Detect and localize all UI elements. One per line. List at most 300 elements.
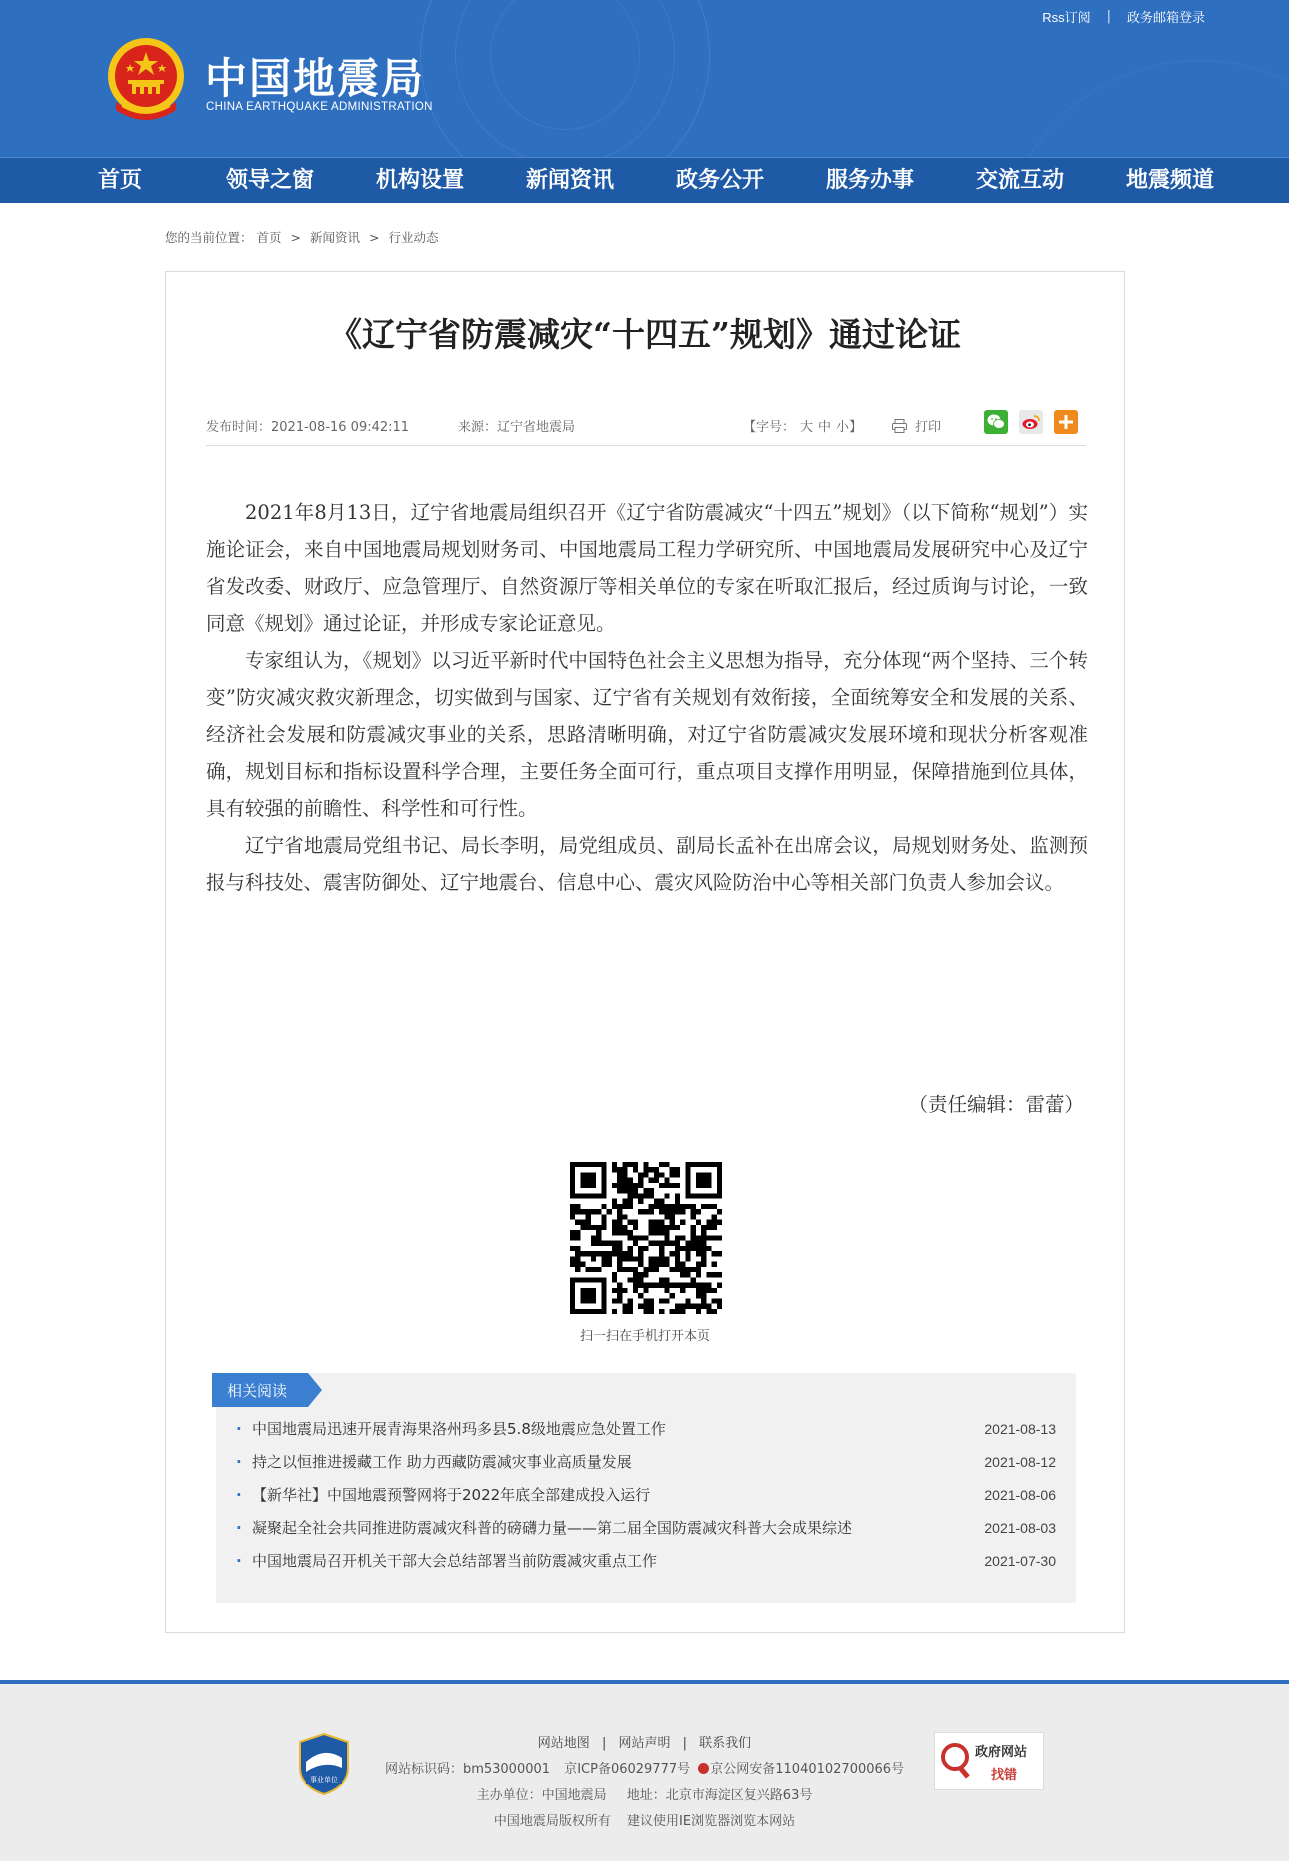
qr-module: [617, 1214, 622, 1219]
qr-module: [675, 1283, 680, 1288]
related-heading: 相关阅读: [227, 1382, 288, 1400]
qr-module: [706, 1288, 711, 1293]
decorative-ring: [1000, 60, 1289, 157]
print-label: 打印: [915, 420, 942, 435]
error-report-line2: 找错: [991, 1768, 1018, 1783]
related-item[interactable]: [236, 1413, 1056, 1446]
qr-module: [712, 1251, 717, 1256]
qr-module: [670, 1267, 675, 1272]
qr-module: [638, 1178, 643, 1183]
qr-module: [643, 1235, 648, 1240]
qr-module: [654, 1220, 659, 1225]
qr-module: [570, 1256, 575, 1261]
qr-module: [622, 1214, 627, 1219]
qr-module: [712, 1204, 717, 1209]
qr-module: [664, 1225, 669, 1230]
qr-module: [643, 1298, 648, 1303]
footer-links: [0, 1732, 1289, 1751]
qr-module: [664, 1277, 669, 1282]
qr-module: [643, 1246, 648, 1251]
qr-module: [664, 1230, 669, 1235]
qr-module: [685, 1298, 690, 1303]
publish-time: 发布时间：2021-08-16 09:42:11: [206, 420, 410, 435]
qr-module: [659, 1309, 664, 1314]
qr-module: [712, 1235, 717, 1240]
qr-module: [586, 1220, 591, 1225]
qr-module: [696, 1241, 701, 1246]
footer-link-sitemap[interactable]: 网站地图: [537, 1736, 590, 1751]
qr-module: [675, 1304, 680, 1309]
qr-module: [612, 1167, 617, 1172]
qr-module: [622, 1162, 627, 1167]
font-size-medium[interactable]: 中: [818, 420, 832, 435]
qr-module: [622, 1167, 627, 1172]
nav-item-home[interactable]: 首页: [97, 168, 142, 193]
qr-module: [628, 1204, 633, 1209]
qr-module: [622, 1230, 627, 1235]
qr-module: [685, 1251, 690, 1256]
qr-module: [685, 1283, 690, 1288]
qr-module: [628, 1309, 633, 1314]
qr-module: [649, 1304, 654, 1309]
qr-module: [612, 1225, 617, 1230]
qr-module: [680, 1304, 685, 1309]
related-item[interactable]: [236, 1512, 1056, 1545]
qr-module: [706, 1246, 711, 1251]
qr-module: [570, 1230, 575, 1235]
qr-module: [664, 1214, 669, 1219]
qr-module: [649, 1220, 654, 1225]
qr-module: [570, 1235, 575, 1240]
qr-module: [580, 1251, 585, 1256]
qr-module: [601, 1214, 606, 1219]
nav-item-earthquake-channel[interactable]: 地震频道: [1125, 168, 1214, 193]
qr-module: [601, 1262, 606, 1267]
related-reading: [216, 1373, 1076, 1603]
qr-module: [580, 1220, 585, 1225]
qr-module: [570, 1214, 575, 1219]
breadcrumb-industry[interactable]: 行业动态: [388, 230, 439, 245]
qr-module: [638, 1235, 643, 1240]
qr-module: [617, 1293, 622, 1298]
qr-module: [638, 1199, 643, 1204]
qr-module: [670, 1172, 675, 1177]
police-badge-icon: [698, 1763, 709, 1774]
qr-module: [628, 1256, 633, 1261]
qr-module: [617, 1288, 622, 1293]
qr-module: [601, 1241, 606, 1246]
qr-module: [696, 1209, 701, 1214]
qr-module: [638, 1262, 643, 1267]
site-logo-text[interactable]: 中国地震局: [205, 54, 426, 103]
qr-module: [591, 1235, 596, 1240]
qr-module: [607, 1241, 612, 1246]
qr-module: [654, 1167, 659, 1172]
qr-module: [628, 1199, 633, 1204]
qr-module: [612, 1251, 617, 1256]
qr-module: [680, 1204, 685, 1209]
qr-module: [586, 1267, 591, 1272]
qr-module: [675, 1204, 680, 1209]
qr-module: [633, 1256, 638, 1261]
qr-module: [628, 1230, 633, 1235]
qr-module: [706, 1204, 711, 1209]
qr-module: [717, 1235, 722, 1240]
qr-module: [675, 1193, 680, 1198]
top-links: [1042, 7, 1205, 26]
qr-module: [696, 1288, 701, 1293]
qr-module: [717, 1251, 722, 1256]
qr-module: [633, 1277, 638, 1282]
national-emblem-icon[interactable]: [104, 36, 188, 124]
qr-module: [670, 1283, 675, 1288]
qr-module: [633, 1235, 638, 1240]
qr-module: [675, 1267, 680, 1272]
article-meta: [206, 416, 1086, 446]
breadcrumb-news[interactable]: 新闻资讯: [309, 230, 360, 245]
police-record[interactable]: 京公网安备11040102700066号: [710, 1762, 905, 1777]
qr-module: [591, 1209, 596, 1214]
qr-module: [649, 1309, 654, 1314]
qr-module: [712, 1262, 717, 1267]
qr-module: [701, 1288, 706, 1293]
qr-module: [696, 1246, 701, 1251]
qr-module: [691, 1283, 696, 1288]
qr-module: [706, 1220, 711, 1225]
qr-module: [675, 1262, 680, 1267]
browser-tip: 建议使用IE浏览器浏览本网站: [627, 1814, 796, 1829]
qr-module: [617, 1167, 622, 1172]
top-links-separator: |: [1106, 9, 1111, 24]
qr-module: [685, 1304, 690, 1309]
qr-module: [649, 1262, 654, 1267]
qr-module: [591, 1267, 596, 1272]
qr-module: [664, 1288, 669, 1293]
wechat-share-icon[interactable]: [984, 410, 1008, 434]
related-item[interactable]: [236, 1446, 1056, 1479]
qr-module: [570, 1209, 575, 1214]
qr-module: [601, 1220, 606, 1225]
qr-module: [601, 1256, 606, 1261]
qr-module: [628, 1178, 633, 1183]
qr-module: [654, 1241, 659, 1246]
qr-module: [696, 1251, 701, 1256]
qr-module: [607, 1251, 612, 1256]
qr-module: [643, 1272, 648, 1277]
qr-module: [670, 1220, 675, 1225]
qr-module: [586, 1251, 591, 1256]
error-report-icon: [941, 1741, 971, 1781]
qr-module: [586, 1214, 591, 1219]
article-title: 《辽宁省防震减灾“十四五”规划》通过论证: [329, 315, 961, 354]
related-item-title[interactable]: 中国地震局召开机关干部大会总结部署当前防震减灾重点工作: [252, 1552, 658, 1570]
qr-module: [638, 1183, 643, 1188]
qr-module: [643, 1288, 648, 1293]
qr-module: [612, 1220, 617, 1225]
qr-module: [701, 1235, 706, 1240]
nav-item-organization[interactable]: 机构设置: [375, 168, 464, 193]
gov-mail-login-link[interactable]: 政务邮箱登录: [1126, 10, 1205, 25]
qr-module: [649, 1178, 654, 1183]
qr-module: [696, 1267, 701, 1272]
qr-module: [617, 1225, 622, 1230]
qr-module: [654, 1199, 659, 1204]
qr-module: [638, 1256, 643, 1261]
qr-module: [706, 1283, 711, 1288]
related-item-title[interactable]: 中国地震局迅速开展青海果洛州玛多县5.8级地震应急处置工作: [252, 1420, 666, 1438]
qr-module: [691, 1225, 696, 1230]
qr-module: [670, 1225, 675, 1230]
qr-module: [664, 1283, 669, 1288]
qr-module: [628, 1188, 633, 1193]
qr-module: [664, 1193, 669, 1198]
related-item-date: 2021-08-12: [984, 1454, 1056, 1470]
qr-module: [622, 1178, 627, 1183]
qr-module: [659, 1262, 664, 1267]
footer-copyright: [0, 1810, 1289, 1829]
qr-module: [696, 1272, 701, 1277]
qr-module: [691, 1204, 696, 1209]
nav-item-interaction[interactable]: 交流互动: [975, 168, 1064, 193]
breadcrumb: [165, 228, 438, 246]
qr-module: [622, 1256, 627, 1261]
qr-module: [701, 1251, 706, 1256]
qr-module: [701, 1262, 706, 1267]
related-item-title[interactable]: 【新华社】中国地震预警网将于2022年底全部建成投入运行: [252, 1486, 651, 1504]
related-item-date: 2021-07-30: [984, 1553, 1056, 1569]
qr-module: [575, 1204, 580, 1209]
weibo-share-icon[interactable]: [1019, 410, 1043, 434]
qr-module: [712, 1309, 717, 1314]
qr-module: [717, 1220, 722, 1225]
qr-module: [591, 1241, 596, 1246]
qr-module: [575, 1267, 580, 1272]
nav-item-news[interactable]: 新闻资讯: [525, 168, 614, 193]
error-report-line1: 政府网站: [975, 1745, 1028, 1760]
qr-module: [617, 1230, 622, 1235]
rss-link[interactable]: Rss订阅: [1042, 10, 1091, 25]
font-size-small[interactable]: 小: [836, 420, 850, 435]
qr-module: [659, 1246, 664, 1251]
article-paragraph: 2021年8月13日，辽宁省地震局组织召开《辽宁省防震减灾“十四五”规划》（以下简称“规划”）实施论证会，来自中国地震局规划财务司、中国地震局工程力学研究所、中国地震局发展研究中心及辽宁省发改委、财政厅、应急管理厅、自然资源厅等相关单位的专家在听取汇报后，经过质询与讨论，一致同意《规划》通过论证，并形成专家论证意见。: [206, 501, 1088, 635]
qr-module: [659, 1277, 664, 1282]
qr-module: [659, 1199, 664, 1204]
qr-module: [696, 1283, 701, 1288]
qr-module: [622, 1188, 627, 1193]
font-size-end: 】: [849, 420, 863, 435]
qr-module: [643, 1267, 648, 1272]
qr-module: [685, 1267, 690, 1272]
qr-module: [659, 1256, 664, 1261]
qr-module: [659, 1183, 664, 1188]
qr-module: [628, 1183, 633, 1188]
qr-module: [664, 1209, 669, 1214]
qr-module: [654, 1283, 659, 1288]
qr-module: [638, 1193, 643, 1198]
qr-module: [675, 1251, 680, 1256]
qr-module: [633, 1241, 638, 1246]
qr-module: [680, 1283, 685, 1288]
footer-separator: |: [601, 1736, 607, 1751]
qr-module: [706, 1309, 711, 1314]
qr-module: [612, 1246, 617, 1251]
qr-module: [649, 1204, 654, 1209]
qr-module: [649, 1283, 654, 1288]
qr-module: [617, 1209, 622, 1214]
qr-module: [628, 1220, 633, 1225]
breadcrumb-separator: >: [290, 230, 301, 245]
gov-website-error-report[interactable]: [934, 1732, 1044, 1790]
footer-separator: |: [682, 1736, 688, 1751]
nav-item-services[interactable]: 服务办事: [825, 168, 914, 193]
qr-module: [712, 1214, 717, 1219]
qr-module: [654, 1178, 659, 1183]
qr-module: [654, 1230, 659, 1235]
qr-module: [675, 1246, 680, 1251]
qr-module: [617, 1267, 622, 1272]
footer-link-statement[interactable]: 网站声明: [618, 1736, 671, 1751]
qr-module: [670, 1183, 675, 1188]
qr-module: [649, 1193, 654, 1198]
qr-module: [680, 1288, 685, 1293]
qr-module: [659, 1283, 664, 1288]
related-item[interactable]: [236, 1479, 1056, 1512]
qr-module: [670, 1209, 675, 1214]
qr-module: [638, 1172, 643, 1177]
related-item-date: 2021-08-13: [984, 1421, 1056, 1437]
qr-module: [601, 1204, 606, 1209]
qr-module: [701, 1225, 706, 1230]
qr-caption: 扫一扫在手机打开本页: [579, 1329, 710, 1344]
qr-module: [717, 1283, 722, 1288]
qr-module: [612, 1199, 617, 1204]
qr-module: [670, 1251, 675, 1256]
qr-module: [628, 1267, 633, 1272]
qr-module: [680, 1235, 685, 1240]
breadcrumb-separator: >: [368, 230, 380, 245]
qr-module: [633, 1162, 638, 1167]
qr-module: [617, 1204, 622, 1209]
qr-module: [691, 1304, 696, 1309]
qr-module: [685, 1256, 690, 1261]
qr-module: [649, 1267, 654, 1272]
related-item-date: 2021-08-06: [984, 1487, 1056, 1503]
font-size-large[interactable]: 大: [800, 420, 814, 435]
qr-module: [586, 1225, 591, 1230]
qr-module: [580, 1262, 585, 1267]
qr-module: [691, 1209, 696, 1214]
qr-module: [675, 1241, 680, 1246]
qr-module: [622, 1172, 627, 1177]
qr-module: [649, 1225, 654, 1230]
related-item[interactable]: [236, 1545, 1056, 1578]
qr-module: [649, 1209, 654, 1214]
qr-module: [612, 1277, 617, 1282]
qr-module: [643, 1167, 648, 1172]
article-paragraph: 专家组认为，《规划》以习近平新时代中国特色社会主义思想为指导，充分体现“两个坚持、三个转变”防灾减灾救灾新理念，切实做到与国家、辽宁省有关规划有效衔接，全面统筹安全和发展的关系、经济社会发展和防震减灾事业的关系，思路清晰明确，对辽宁省防震减灾发展环境和现状分析客观准确，规划目标和指标设置科学合理，主要任务全面可行，重点项目支撑作用明显，保障措施到位具体，具有较强的前瞻性、科学性和可行性。: [206, 649, 1088, 820]
qr-module: [575, 1209, 580, 1214]
site-logo-english: CHINA EARTHQUAKE ADMINISTRATION: [206, 101, 433, 113]
qr-module: [717, 1298, 722, 1303]
qr-module: [691, 1235, 696, 1240]
qr-module: [612, 1288, 617, 1293]
qr-module: [575, 1246, 580, 1251]
qr-module: [617, 1241, 622, 1246]
qr-module: [570, 1204, 575, 1209]
icp-number[interactable]: 京ICP备06029777号: [564, 1762, 691, 1777]
article-paragraph: 辽宁省地震局党组书记、局长李明，局党组成员、副局长孟补在出席会议，局规划财务处、监测预报与科技处、震害防御处、辽宁地震台、信息中心、震灾风险防治中心等相关部门负责人参加会议。: [206, 834, 1088, 894]
nav-item-leaders[interactable]: 领导之窗: [225, 168, 314, 193]
qr-module: [664, 1298, 669, 1303]
qr-module: [612, 1162, 617, 1167]
qr-module: [617, 1220, 622, 1225]
qr-module: [638, 1272, 643, 1277]
qr-module: [622, 1267, 627, 1272]
related-list: [236, 1413, 1056, 1578]
qr-module: [638, 1246, 643, 1251]
qr-module: [633, 1272, 638, 1277]
qr-module: [675, 1256, 680, 1261]
main-nav: [0, 157, 1289, 203]
nav-item-gov-affairs[interactable]: 政务公开: [675, 168, 764, 193]
qr-module: [596, 1225, 601, 1230]
qr-module: [628, 1235, 633, 1240]
qr-module: [601, 1251, 606, 1256]
qr-module: [654, 1204, 659, 1209]
qr-module: [580, 1225, 585, 1230]
qr-module: [622, 1199, 627, 1204]
qr-module: [628, 1277, 633, 1282]
qr-module: [570, 1246, 575, 1251]
qr-module: [628, 1246, 633, 1251]
qr-module: [628, 1251, 633, 1256]
related-item-title[interactable]: 持之以恒推进援藏工作 助力西藏防震减灾事业高质量发展: [252, 1453, 632, 1471]
qr-module: [675, 1199, 680, 1204]
print-button[interactable]: [892, 416, 941, 435]
related-item-title[interactable]: 凝聚起全社会共同推进防震减灾科普的磅礴力量——第二届全国防震减灾科普大会成果综述: [252, 1519, 853, 1537]
qr-module: [712, 1225, 717, 1230]
qr-module: [575, 1251, 580, 1256]
qr-module: [607, 1256, 612, 1261]
qr-module: [596, 1241, 601, 1246]
sponsor-unit: 主办单位：中国地震局: [476, 1788, 607, 1803]
qr-module: [612, 1183, 617, 1188]
badge-text: 事业单位: [310, 1776, 338, 1784]
qr-code-image: [570, 1162, 722, 1314]
qr-module: [685, 1241, 690, 1246]
qr-module: [675, 1183, 680, 1188]
qr-module: [675, 1167, 680, 1172]
qr-module: [706, 1304, 711, 1309]
qr-module: [696, 1262, 701, 1267]
qr-module: [570, 1262, 575, 1267]
qr-module: [664, 1204, 669, 1209]
qr-module: [596, 1230, 601, 1235]
qr-module: [680, 1267, 685, 1272]
qr-module: [664, 1241, 669, 1246]
qr-module: [675, 1225, 680, 1230]
qr-module: [685, 1246, 690, 1251]
qr-module: [701, 1256, 706, 1261]
qr-module: [617, 1283, 622, 1288]
sponsor-address: 地址：北京市海淀区复兴路63号: [626, 1788, 813, 1803]
breadcrumb-home[interactable]: 首页: [256, 230, 282, 245]
footer-link-contact[interactable]: 联系我们: [699, 1736, 752, 1751]
qr-module: [628, 1304, 633, 1309]
qr-module: [591, 1225, 596, 1230]
qr-module: [670, 1293, 675, 1298]
more-share-icon[interactable]: [1054, 410, 1078, 434]
